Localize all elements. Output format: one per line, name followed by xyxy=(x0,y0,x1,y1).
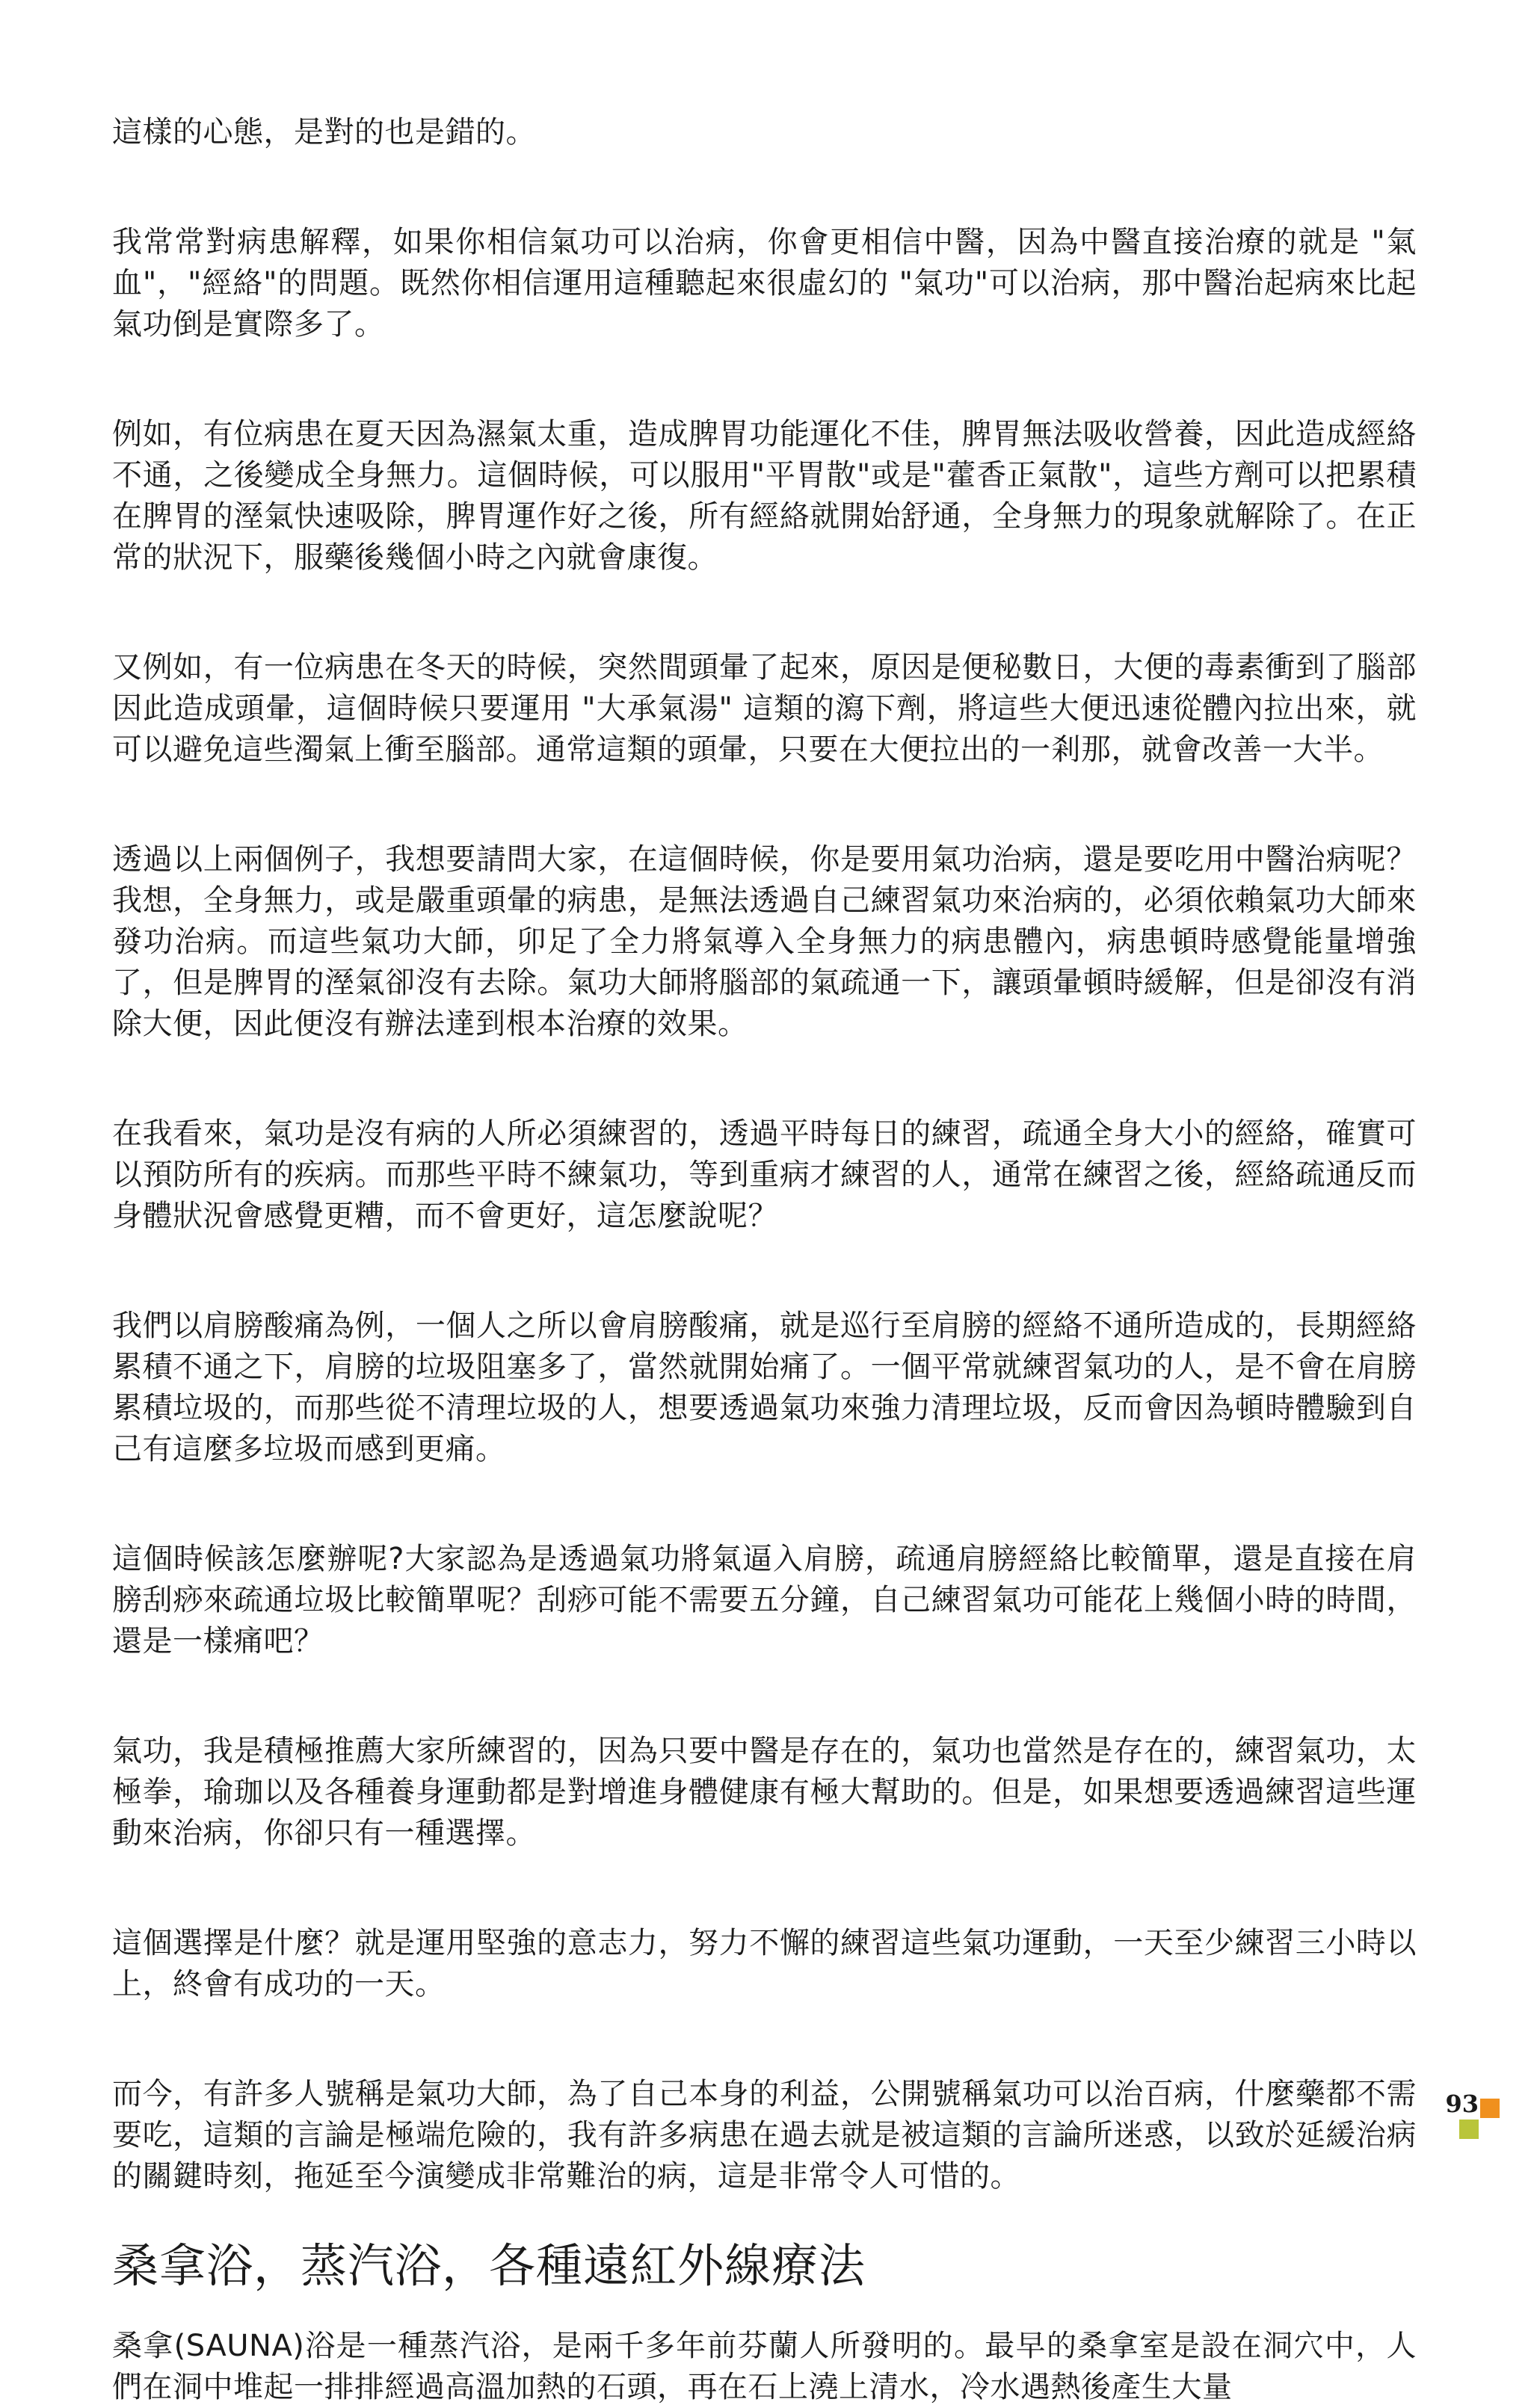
green-square-icon xyxy=(1459,2120,1479,2139)
paragraph: 而今，有許多人號稱是氣功大師，為了自己本身的利益，公開號稱氣功可以治百病，什麼藥都不需要吃，這類的言論是極端危險的，我有許多病患在過去就是被這類的言論所迷惑，以致於延緩治病的關鍵時刻，拖延至今演變成非常難治的病，這是非常令人可惜的。 xyxy=(112,2077,1417,2194)
paragraph: 這樣的心態，是對的也是錯的。 xyxy=(112,115,536,149)
paragraph: 這個選擇是什麼？就是運用堅強的意志力，努力不懈的練習這些氣功運動，一天至少練習三小時以上，終會有成功的一天。 xyxy=(112,1926,1417,2001)
paragraph: 這個時候該怎麼辦呢?大家認為是透過氣功將氣逼入肩膀，疏通肩膀經絡比較簡單，還是直接在肩膀刮痧來疏通垃圾比較簡單呢？刮痧可能不需要五分鐘，自己練習氣功可能花上幾個小時的時間，還是一樣痛吧？ xyxy=(112,1542,1417,1658)
paragraph: 透過以上兩個例子，我想要請問大家，在這個時候，你是要用氣功治病，還是要吃用中醫治病呢？我想，全身無力，或是嚴重頭暈的病患，是無法透過自己練習氣功來治病的，必須依賴氣功大師來發功治病。而這些氣功大師，卯足了全力將氣導入全身無力的病患體內，病患頓時感覺能量增強了，但是脾胃的溼氣卻沒有去除。氣功大師將腦部的氣疏通一下，讓頭暈頓時緩解，但是卻沒有消除大便，因此便沒有辦法達到根本治療的效果。 xyxy=(112,842,1417,1041)
paragraph: 我常常對病患解釋，如果你相信氣功可以治病，你會更相信中醫，因為中醫直接治療的就是 "氣血"，"經絡"的問題。既然你相信運用這種聽起來很虛幻的 "氣功"可以治病，那中醫治起病來比起氣功倒是實際多了。 xyxy=(112,225,1417,342)
paragraph: 在我看來，氣功是沒有病的人所必須練習的，透過平時每日的練習，疏通全身大小的經絡，確實可以預防所有的疾病。而那些平時不練氣功，等到重病才練習的人，通常在練習之後，經絡疏通反而身體狀況會感覺更糟，而不會更好，這怎麼說呢？ xyxy=(112,1117,1417,1233)
paragraph: 又例如，有一位病患在冬天的時候，突然間頭暈了起來，原因是便秘數日，大便的毒素衝到了腦部因此造成頭暈，這個時候只要運用 "大承氣湯" 這類的瀉下劑，將這些大便迅速從體內拉出來，就可以避免這些濁氣上衝至腦部。通常這類的頭暈，只要在大便拉出的一剎那，就會改善一大半。 xyxy=(112,650,1417,767)
paragraph: 氣功，我是積極推薦大家所練習的，因為只要中醫是存在的，氣功也當然是存在的，練習氣功，太極拳，瑜珈以及各種養身運動都是對增進身體健康有極大幫助的。但是，如果想要透過練習這些運動來治病，你卻只有一種選擇。 xyxy=(112,1734,1417,1850)
section-heading: 桑拿浴，蒸汽浴，各種遠紅外線療法 xyxy=(112,2238,866,2293)
paragraph: 例如，有位病患在夏天因為濕氣太重，造成脾胃功能運化不佳，脾胃無法吸收營養，因此造成經絡不通，之後變成全身無力。這個時候，可以服用"平胃散"或是"藿香正氣散"，這些方劑可以把累積在脾胃的溼氣快速吸除，脾胃運作好之後，所有經絡就開始舒通，全身無力的現象就解除了。在正常的狀況下，服藥後幾個小時之內就會康復。 xyxy=(112,417,1417,575)
paragraph: 桑拿(SAUNA)浴是一種蒸汽浴，是兩千多年前芬蘭人所發明的。最早的桑拿室是設在洞穴中，人們在洞中堆起一排排經過高溫加熱的石頭，再在石上澆上清水，冷水遇熱後產生大量 xyxy=(112,2329,1417,2404)
page-number: 93 xyxy=(1445,2090,1479,2118)
paragraph: 我們以肩膀酸痛為例，一個人之所以會肩膀酸痛，就是巡行至肩膀的經絡不通所造成的，長期經絡累積不通之下，肩膀的垃圾阻塞多了，當然就開始痛了。一個平常就練習氣功的人，是不會在肩膀累積垃圾的，而那些從不清理垃圾的人，想要透過氣功來強力清理垃圾，反而會因為頓時體驗到自己有這麼多垃圾而感到更痛。 xyxy=(112,1309,1417,1466)
orange-square-icon xyxy=(1480,2099,1500,2118)
page-content xyxy=(112,112,1417,2408)
